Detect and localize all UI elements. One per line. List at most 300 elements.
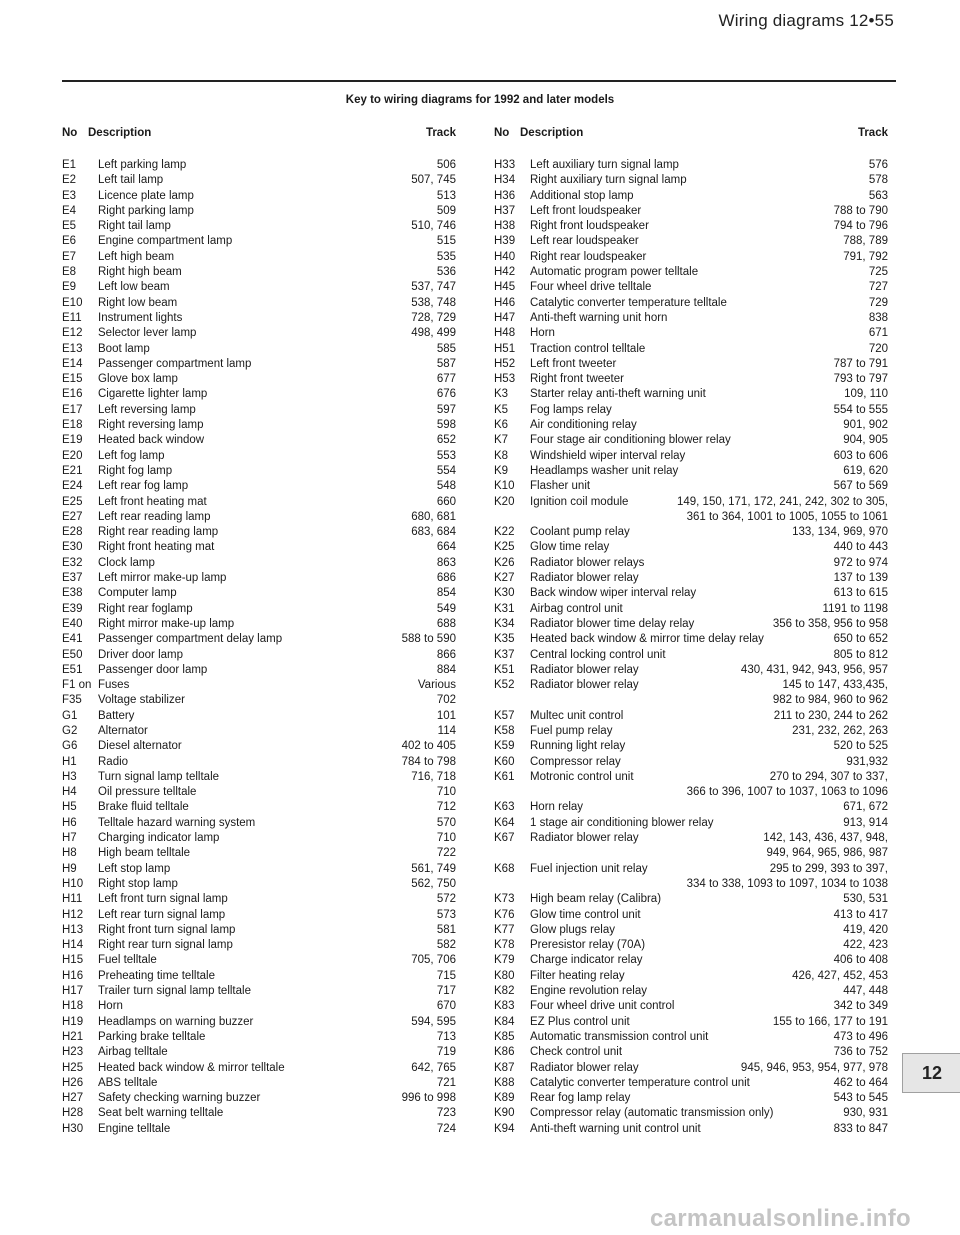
component-description: Fuel injection unit relay [530,862,648,875]
component-track: Various [417,679,456,692]
component-track: 652 [436,434,456,447]
component-track: 576 [868,159,888,171]
component-no: K59 [494,740,515,753]
component-description: Heated back window & mirror time delay relay [530,633,764,646]
component-track: 137 to 139 [833,572,888,585]
table-row [494,923,888,938]
component-track: 725 [868,266,888,279]
table-row [494,280,888,295]
component-track: 563 [868,189,888,202]
component-track: 838 [868,311,888,324]
component-description: Right reversing lamp [98,419,204,432]
component-no: K84 [494,1015,515,1028]
component-no: H19 [62,1015,84,1028]
component-description: Four wheel drive unit control [530,1000,675,1013]
component-track: 538, 748 [411,296,456,309]
component-no: H53 [494,373,516,386]
component-track: 913, 914 [843,816,888,829]
component-description: Right mirror make-up lamp [98,617,235,630]
component-description: Left high beam [98,250,175,263]
component-description: Left front tweeter [530,357,617,370]
component-no: K82 [494,985,515,998]
component-description: Fuses [98,679,130,692]
component-no: K30 [494,587,515,600]
component-no: K86 [494,1046,515,1059]
component-track: 677 [436,373,456,386]
component-track: 231, 232, 262, 263 [792,724,888,737]
table-row [62,938,456,953]
table-row [62,311,456,326]
component-track: 719 [436,1046,456,1059]
component-track: 548 [436,480,456,493]
component-description: Left front heating mat [98,495,207,508]
table-row [494,1030,888,1045]
component-track: 702 [436,694,456,707]
column-header-no: No [62,127,78,139]
table-row [494,219,888,234]
component-description: Right front turn signal lamp [98,923,236,936]
table-row [62,1106,456,1121]
component-track: 509 [436,204,456,217]
component-no: E41 [62,633,83,646]
table-row [62,1076,456,1091]
component-track: 603 to 606 [833,449,888,462]
component-track-continued: 334 to 338, 1093 to 1097, 1034 to 1038 [686,877,888,890]
component-track: 549 [436,602,456,615]
component-track: 716, 718 [411,770,456,783]
component-description: Horn relay [530,801,584,814]
component-description: Right stop lamp [98,877,178,890]
component-track-continued: 361 to 364, 1001 to 1005, 1055 to 1061 [686,510,888,523]
header-rule [62,80,896,82]
component-track: 585 [436,342,456,355]
component-description: Preresistor relay (70A) [530,939,646,952]
component-description: Filter heating relay [530,969,625,982]
table-row [62,1045,456,1060]
right-column-header [494,126,888,144]
key-title: Key to wiring diagrams for 1992 and later models [345,94,615,106]
component-no: H12 [62,908,84,921]
component-description: Anti-theft warning unit control unit [530,1122,701,1135]
column-header-track: Track [425,127,456,139]
component-track: 728, 729 [411,311,456,324]
component-no: E32 [62,556,83,569]
component-no: E25 [62,495,83,508]
chapter-tab: 12 [902,1053,960,1093]
table-row [62,800,456,815]
left-column-header [62,126,456,144]
component-track: 713 [436,1030,456,1043]
component-description: Right fog lamp [98,464,173,477]
table-row [62,785,456,800]
table-row [62,877,456,892]
table-row [62,464,456,479]
component-track: 554 to 555 [833,403,888,416]
table-row [494,648,888,663]
component-description: Additional stop lamp [530,189,634,202]
component-description: Passenger door lamp [98,663,208,676]
table-row [62,280,456,295]
table-row [62,234,456,249]
component-description: Four stage air conditioning blower relay [530,434,731,447]
component-no: K25 [494,541,515,554]
table-row [494,1122,888,1137]
component-track: 406 to 408 [833,954,888,967]
component-no: K57 [494,709,515,722]
component-no: E39 [62,602,83,615]
component-description: Passenger compartment delay lamp [98,633,283,646]
component-description: Radiator blower relay [530,679,639,692]
component-track: 594, 595 [411,1015,456,1028]
component-track: 462 to 464 [833,1076,888,1089]
table-row [494,770,888,785]
component-description: Right front heating mat [98,541,215,554]
component-no: K83 [494,1000,515,1013]
component-description: Glow time control unit [530,908,641,921]
table-row [494,908,888,923]
component-no: K3 [494,388,509,401]
table-row [62,479,456,494]
component-track: 597 [436,403,456,416]
table-row [494,938,888,953]
component-description: Left rear turn signal lamp [98,908,226,921]
table-row [494,265,888,280]
component-track: 833 to 847 [833,1122,888,1135]
component-no: K87 [494,1061,515,1074]
component-description: Engine telltale [98,1122,171,1135]
component-description: Engine compartment lamp [98,235,233,248]
component-description: Right tail lamp [98,220,171,233]
table-row [494,387,888,402]
component-description: Brake fluid telltale [98,801,189,814]
component-no: K58 [494,724,515,737]
table-row [494,617,888,632]
table-row [494,602,888,617]
component-track: 109, 110 [844,388,888,401]
table-row [62,678,456,693]
component-description: Headlamps on warning buzzer [98,1015,254,1028]
component-track: 931,932 [846,755,888,768]
component-no: E38 [62,587,83,600]
component-no: H6 [62,816,77,829]
table-row [494,234,888,249]
component-description: Right low beam [98,296,178,309]
table-row [62,846,456,861]
component-track: 581 [436,923,456,936]
table-row [494,586,888,601]
component-no: G6 [62,740,78,753]
component-track: 133, 134, 969, 970 [792,526,888,539]
component-no: H11 [62,893,83,906]
component-track: 356 to 358, 956 to 958 [772,617,888,630]
component-description: Right high beam [98,266,182,279]
component-no: E21 [62,464,83,477]
component-track: 972 to 974 [833,556,888,569]
component-description: Telltale hazard warning system [98,816,256,829]
table-row [494,724,888,739]
table-row [494,433,888,448]
component-no: K35 [494,633,515,646]
table-row [62,617,456,632]
table-row [62,219,456,234]
component-track-continued: 949, 964, 965, 986, 987 [766,847,888,860]
component-no: K9 [494,464,509,477]
table-row [494,495,888,510]
component-no: H21 [62,1030,84,1043]
component-no: E14 [62,357,83,370]
component-track: 588 to 590 [401,633,456,646]
component-no: H18 [62,1000,84,1013]
component-no: K8 [494,449,509,462]
component-description: Four wheel drive telltale [530,281,652,294]
component-track-continued: 366 to 396, 1007 to 1037, 1063 to 1096 [686,786,888,799]
component-description: Right rear turn signal lamp [98,939,233,952]
component-description: Trailer turn signal lamp telltale [98,985,251,998]
component-description: Voltage stabilizer [98,694,185,707]
table-row [62,984,456,999]
table-row [494,525,888,540]
table-row [62,403,456,418]
component-description: Left fog lamp [98,449,165,462]
table-row [494,739,888,754]
table-row [494,540,888,555]
table-row [62,189,456,204]
component-description: Preheating time telltale [98,969,215,982]
component-track: 793 to 797 [833,373,888,386]
component-no: H13 [62,923,84,936]
component-description: Left parking lamp [98,159,187,171]
table-row [62,831,456,846]
table-row [494,418,888,433]
component-no: E8 [62,266,77,279]
component-track: 498, 499 [411,327,456,340]
table-row [494,755,888,770]
component-track: 715 [436,969,456,982]
component-description: Catalytic converter temperature telltale [530,296,727,309]
component-track: 440 to 443 [833,541,888,554]
component-no: K7 [494,434,509,447]
component-track: 705, 706 [411,954,456,967]
component-track: 535 [436,250,456,263]
component-no: H46 [494,296,516,309]
component-no: K51 [494,663,515,676]
component-no: H34 [494,174,516,187]
table-row [494,800,888,815]
table-row [62,953,456,968]
component-no: E17 [62,403,83,416]
component-no: F1 on [62,679,92,692]
component-track: 712 [436,801,456,814]
table-row [494,250,888,265]
component-description: Fog lamps relay [530,403,612,416]
component-track: 149, 150, 171, 172, 241, 242, 302 to 305, [676,495,888,508]
component-track: 587 [436,357,456,370]
component-description: Multec unit control [530,709,624,722]
column-header-description: Description [88,127,152,139]
component-description: Right parking lamp [98,204,194,217]
component-no: K77 [494,923,515,936]
component-description: Compressor relay (automatic transmission only) [530,1107,774,1120]
component-no: E4 [62,204,77,217]
component-track: 155 to 166, 177 to 191 [772,1015,888,1028]
component-description: Selector lever lamp [98,327,197,340]
component-track: 727 [868,281,888,294]
component-description: Airbag control unit [530,602,623,615]
component-no: H1 [62,755,77,768]
component-no: K60 [494,755,515,768]
component-description: Horn [530,327,555,340]
right-column [494,126,888,1137]
component-no: E24 [62,480,83,493]
component-track: 515 [436,235,456,248]
component-track-continued: 982 to 984, 960 to 962 [772,694,888,707]
component-no: G1 [62,709,78,722]
table-row [62,204,456,219]
component-no: K27 [494,572,515,585]
component-description: Radiator blower relay [530,663,639,676]
table-row [62,357,456,372]
table-row [494,969,888,984]
table-row [62,816,456,831]
table-row [62,571,456,586]
component-description: High beam telltale [98,847,191,860]
component-no: K22 [494,526,515,539]
table-row [494,663,888,678]
component-no: E51 [62,663,83,676]
component-no: E3 [62,189,77,202]
table-row [494,189,888,204]
component-track: 671, 672 [843,801,888,814]
table-row [62,969,456,984]
table-row [494,1015,888,1030]
component-description: Left low beam [98,281,170,294]
page-header-title: Wiring diagrams 12•55 [718,11,894,30]
component-track: 342 to 349 [833,1000,888,1013]
component-description: Safety checking warning buzzer [98,1092,261,1105]
component-no: H26 [62,1076,84,1089]
component-no: H14 [62,939,84,952]
table-row [494,479,888,494]
table-row [62,709,456,724]
table-row [62,632,456,647]
table-row [62,999,456,1014]
component-description: ABS telltale [98,1076,158,1089]
table-row [494,372,888,387]
component-track: 710 [436,832,456,845]
component-track: 447, 448 [843,985,888,998]
table-row [62,1122,456,1137]
component-track: 784 to 798 [401,755,456,768]
component-track: 572 [436,893,456,906]
component-description: Left rear loudspeaker [530,235,639,248]
component-no: E20 [62,449,83,462]
component-track: 553 [436,449,456,462]
component-no: H17 [62,985,84,998]
component-description: Battery [98,709,135,722]
component-track: 530, 531 [843,893,888,906]
component-track: 295 to 299, 393 to 397, [769,862,888,875]
table-row [62,387,456,402]
component-track: 996 to 998 [401,1092,456,1105]
component-track: 473 to 496 [833,1030,888,1043]
table-row [62,510,456,525]
component-no: K10 [494,480,515,493]
column-header-track: Track [857,127,888,139]
table-row [62,449,456,464]
table-row [62,525,456,540]
component-description: Left tail lamp [98,174,164,187]
component-track: 506 [436,159,456,171]
table-row [494,296,888,311]
component-track: 863 [436,556,456,569]
component-track: 791, 792 [843,250,888,263]
table-row [494,831,888,846]
component-description: Left front turn signal lamp [98,893,228,906]
component-no: E7 [62,250,77,263]
component-description: Right front loudspeaker [530,220,649,233]
table-row [494,158,888,173]
table-row [62,250,456,265]
table-row [494,1076,888,1091]
component-description: Left stop lamp [98,862,171,875]
component-no: K5 [494,403,509,416]
component-no: H4 [62,786,77,799]
component-track: 430, 431, 942, 943, 956, 957 [740,663,888,676]
table-row [62,724,456,739]
component-description: Horn [98,1000,123,1013]
component-no: H10 [62,877,84,890]
component-no: E12 [62,327,83,340]
component-no: K68 [494,862,515,875]
component-description: Radio [98,755,129,768]
component-description: Right rear foglamp [98,602,193,615]
component-no: H47 [494,311,516,324]
table-row [494,862,888,877]
component-track: 419, 420 [843,923,888,936]
component-track: 422, 423 [843,939,888,952]
table-row [494,173,888,188]
table-row [62,1030,456,1045]
component-no: H42 [494,266,516,279]
table-row [62,173,456,188]
component-track: 884 [436,663,456,676]
table-row [62,433,456,448]
component-description: Central locking control unit [530,648,666,661]
component-no: H7 [62,832,77,845]
component-description: Back window wiper interval relay [530,587,697,600]
component-description: Coolant pump relay [530,526,630,539]
component-track: 722 [436,847,456,860]
component-description: Cigarette lighter lamp [98,388,208,401]
component-track: 901, 902 [843,419,888,432]
component-description: Clock lamp [98,556,155,569]
component-description: Radiator blower relays [530,556,645,569]
component-description: Right rear loudspeaker [530,250,647,263]
table-row [62,372,456,387]
component-no: H9 [62,862,77,875]
table-row [62,1061,456,1076]
column-header-description: Description [520,127,584,139]
table-row [494,403,888,418]
component-description: Starter relay anti-theft warning unit [530,388,706,401]
table-row [62,495,456,510]
component-description: Motronic control unit [530,770,634,783]
component-description: Left auxiliary turn signal lamp [530,159,679,171]
component-description: Rear fog lamp relay [530,1092,631,1105]
component-no: H15 [62,954,84,967]
component-no: F35 [62,694,82,707]
component-description: Alternator [98,724,148,737]
